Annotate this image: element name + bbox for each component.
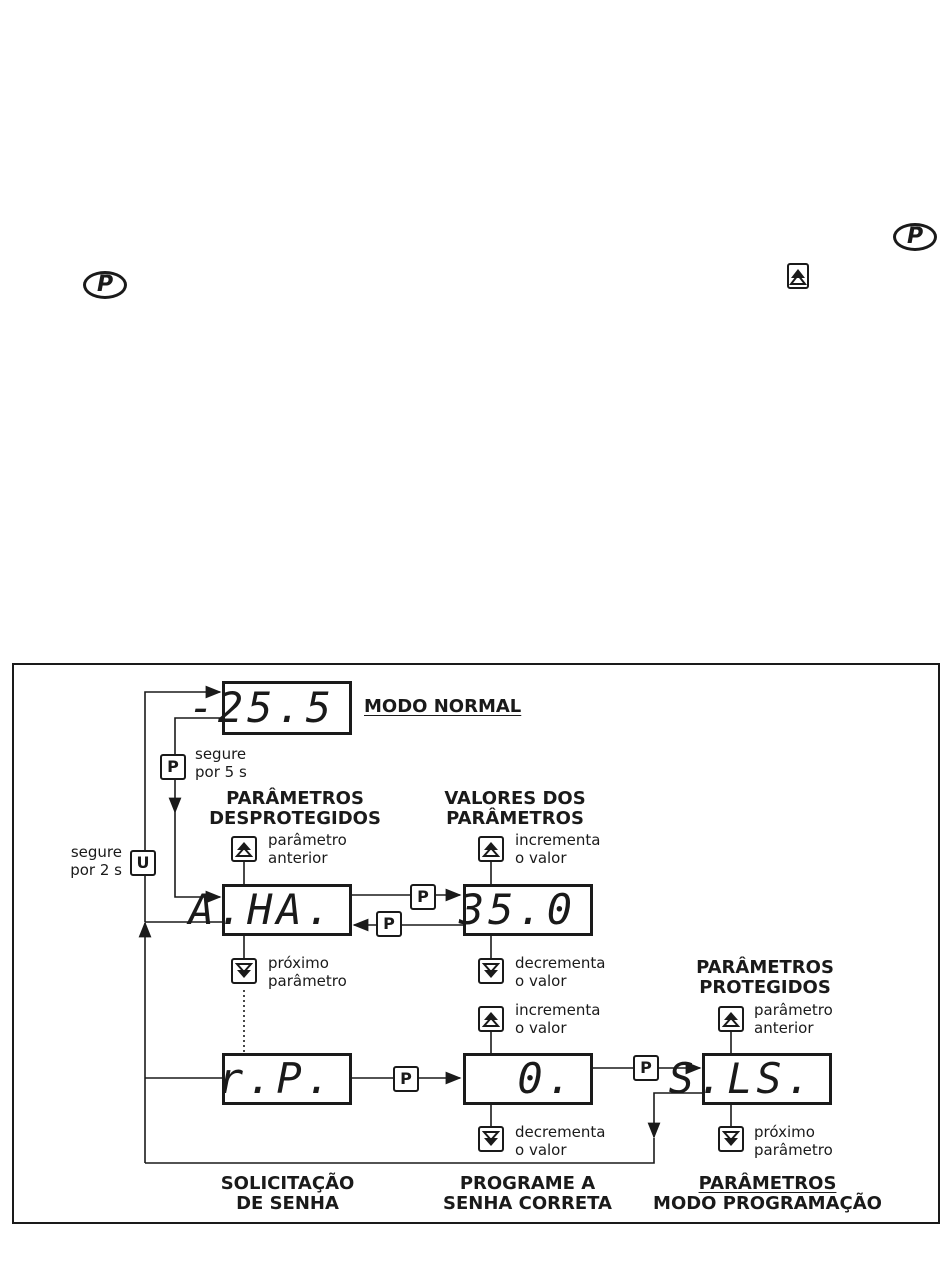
programe-display: 0. — [463, 1053, 593, 1105]
modo-normal-title: MODO NORMAL — [364, 696, 522, 717]
senha-title: SOLICITAÇÃO DE SENHA — [220, 1173, 355, 1214]
down-arrow-key[interactable] — [478, 1126, 504, 1152]
p-key-icon: P — [893, 223, 937, 251]
desprotegidos-display: A.HA. — [222, 884, 352, 936]
programe-up-label: incrementa o valor — [515, 1001, 601, 1037]
protegidos-title: PARÂMETROS PROTEGIDOS — [696, 957, 834, 998]
modo-programacao-title: PARÂMETROS MODO PROGRAMAÇÃO — [653, 1173, 882, 1214]
down-arrow-key[interactable] — [478, 958, 504, 984]
down-arrow-key[interactable] — [718, 1126, 744, 1152]
valores-title: VALORES DOS PARÂMETROS — [444, 788, 586, 829]
up-arrow-key[interactable] — [231, 836, 257, 862]
p-key[interactable]: P — [633, 1055, 659, 1081]
p-key[interactable]: P — [160, 754, 186, 780]
valores-up-label: incrementa o valor — [515, 831, 601, 867]
desprotegidos-down-label: próximo parâmetro — [268, 954, 347, 990]
valores-display: 35.0 — [463, 884, 593, 936]
hold-p-label: segure por 5 s — [195, 745, 247, 781]
desprotegidos-title: PARÂMETROS DESPROTEGIDOS — [209, 788, 381, 829]
protegidos-down-label: próximo parâmetro — [754, 1123, 833, 1159]
valores-down-label: decrementa o valor — [515, 954, 606, 990]
programe-title: PROGRAME A SENHA CORRETA — [443, 1173, 612, 1214]
p-key-icon: P — [83, 271, 127, 299]
up-arrow-key[interactable] — [718, 1006, 744, 1032]
senha-display: r.P. — [222, 1053, 352, 1105]
p-key[interactable]: P — [393, 1066, 419, 1092]
protegidos-display: S.LS. — [702, 1053, 832, 1105]
hold-u-label: segure por 2 s — [70, 843, 122, 879]
modo-normal-display: -25.5 — [222, 681, 352, 735]
desprotegidos-up-label: parâmetro anterior — [268, 831, 347, 867]
programe-down-label: decrementa o valor — [515, 1123, 606, 1159]
p-key-back[interactable]: P — [376, 911, 402, 937]
p-key-forward[interactable]: P — [410, 884, 436, 910]
up-arrow-key[interactable] — [478, 1006, 504, 1032]
protegidos-up-label: parâmetro anterior — [754, 1001, 833, 1037]
u-key[interactable]: U — [130, 850, 156, 876]
down-arrow-key[interactable] — [231, 958, 257, 984]
up-arrow-key[interactable] — [478, 836, 504, 862]
